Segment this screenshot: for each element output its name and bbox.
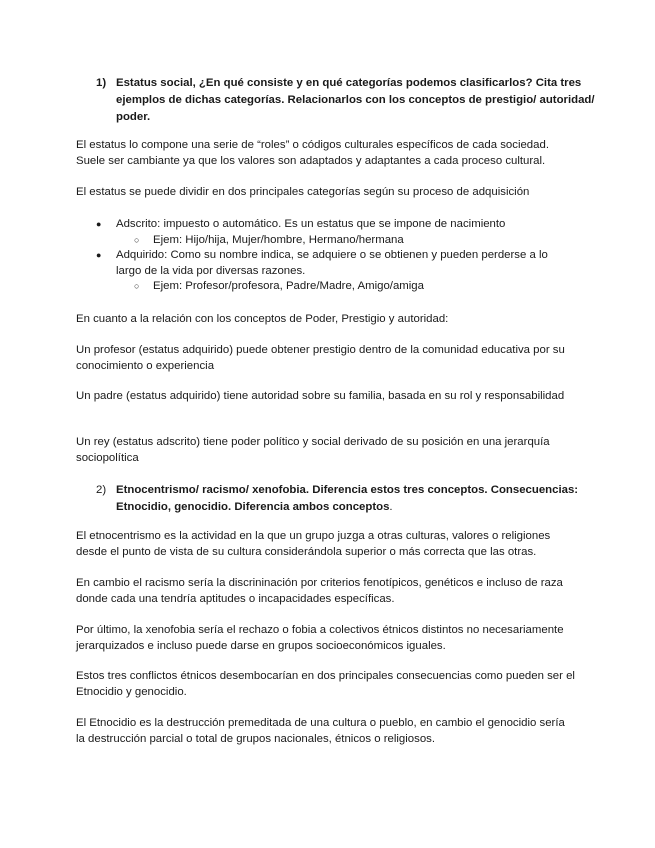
list-item-adquirido bbox=[96, 247, 566, 279]
bullet-icon: ● bbox=[96, 250, 102, 260]
paragraph-king-example: Un rey (estatus adscrito) tiene poder político y social derivado de su posición en una jerarquía sociopolítica bbox=[76, 436, 550, 464]
paragraph-consequences: Estos tres conflictos étnicos desembocarían en dos principales consecuencias como pueden ser el Etnocidio y genocidio. bbox=[76, 670, 575, 698]
paragraph-father-example: Un padre (estatus adquirido) tiene autoridad sobre su familia, basada en su rol y responsabilidad bbox=[76, 390, 565, 402]
sub-list-item-text: Ejem: Hijo/hija, Mujer/hombre, Hermano/hermana bbox=[153, 234, 404, 246]
question-2-text bbox=[116, 482, 596, 516]
question-1-text: Estatus social, ¿En qué consiste y en qué categorías podemos clasificarlos? Cita tres ejemplos de dichas categorías. Relacionarlos con los conceptos de prestigio/ autoridad/ poder. bbox=[116, 77, 595, 123]
paragraph-racism: En cambio el racismo sería la discrininación por criterios fenotípicos, genéticos e incluso de raza donde cada una tendría aptitudes o incapacidades específicas. bbox=[76, 577, 563, 605]
paragraph-ethnocide-genocide: El Etnocidio es la destrucción premeditada de una cultura o pueblo, en cambio el genocidio sería la destrucción parcial o total de grupos nacionales, étnicos o religiosos. bbox=[76, 717, 565, 745]
sub-list-item-text: Ejem: Profesor/profesora, Padre/Madre, Amigo/amiga bbox=[153, 280, 424, 292]
paragraph-status-definition: El estatus lo compone una serie de “roles” o códigos culturales específicos de cada sociedad. Suele ser cambiante ya que los valores son adaptados y adaptantes a cada proceso cultural. bbox=[76, 139, 549, 167]
list-item-adscrito bbox=[96, 216, 566, 232]
question-1-number: 1) bbox=[96, 77, 107, 89]
list-item-text: Adscrito: impuesto o automático. Es un estatus que se impone de nacimiento bbox=[116, 218, 506, 230]
question-1 bbox=[96, 75, 596, 126]
question-2-period: . bbox=[389, 501, 393, 513]
sub-list-item-adscrito-example bbox=[134, 232, 554, 248]
paragraph-ethnocentrism: El etnocentrismo es la actividad en la que un grupo juzga a otras culturas, valores o religiones desde el punto de vista de su cultura considerándola superior o más correcta que las otras. bbox=[76, 530, 551, 558]
circle-bullet-icon: ○ bbox=[134, 281, 140, 291]
question-2-bold-text: Etnocentrismo/ racismo/ xenofobia. Diferencia estos tres conceptos. Consecuencias: Etnocidio, genocidio. Diferencia ambos conceptos bbox=[116, 484, 579, 513]
paragraph-power-prestige-authority: En cuanto a la relación con los conceptos de Poder, Prestigio y autoridad: bbox=[76, 313, 449, 325]
question-2-number: 2) bbox=[96, 484, 107, 496]
question-2 bbox=[96, 482, 596, 516]
paragraph-teacher-example: Un profesor (estatus adquirido) puede obtener prestigio dentro de la comunidad educativa por su conocimiento o experiencia bbox=[76, 344, 565, 372]
paragraph-xenophobia: Por último, la xenofobia sería el rechazo o fobia a colectivos étnicos distintos no necesariamente jerarquizados e incluso puede darse en grupos socioeconómicos iguales. bbox=[76, 624, 564, 652]
sub-list-item-adquirido-example bbox=[134, 278, 554, 294]
list-item-text: Adquirido: Como su nombre indica, se adquiere o se obtienen y pueden perderse a lo largo de la vida por diversas razones. bbox=[116, 249, 548, 277]
paragraph-status-categories: El estatus se puede dividir en dos principales categorías según su proceso de adquisición bbox=[76, 186, 530, 198]
circle-bullet-icon: ○ bbox=[134, 235, 140, 245]
bullet-icon: ● bbox=[96, 219, 102, 229]
